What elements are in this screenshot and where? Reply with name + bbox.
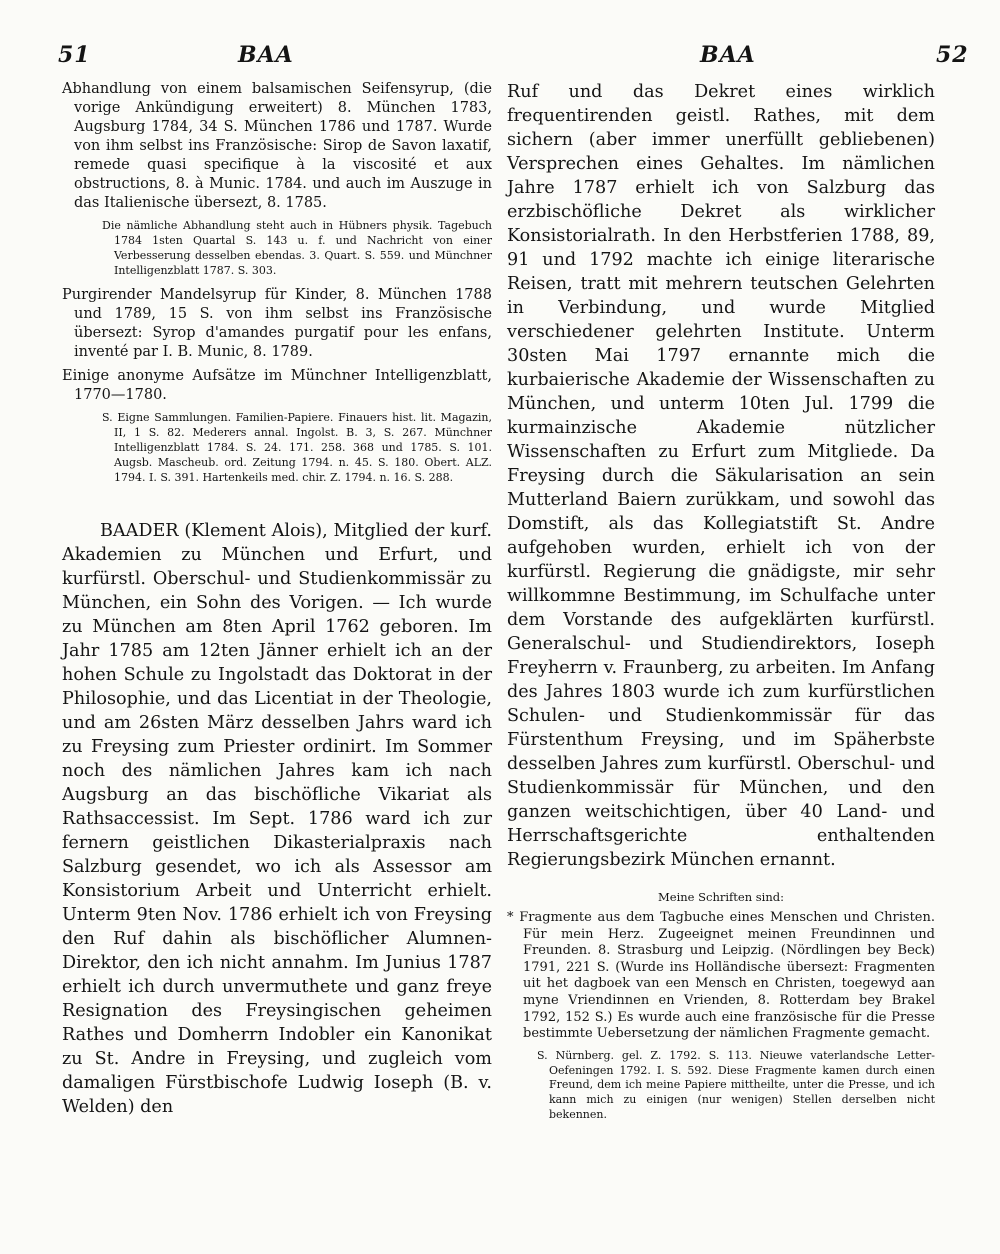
right-column xyxy=(507,80,935,1123)
running-head-right: BAA xyxy=(700,42,756,68)
running-head-left: BAA xyxy=(238,42,294,68)
entry-mandelsyrup: Purgirender Mandelsyrup für Kinder, 8. München 1788 und 1789, 15 S. von ihm selbst ins Französische übersezt: Syrop d'amandes purgatif pour les enfans, inventé par I. B. Munic, 8. 1789. xyxy=(62,287,492,360)
biography-continued: Ruf und das Dekret eines wirklich frequentirenden geistl. Rathes, mit dem sichern (aber immer unerfüllt gebliebenen) Versprechen eines Gehaltes. Im nämlichen Jahre 1787 erhielt ich von Salzburg das erzbischöfliche Dekret als wirklicher Konsistorialrath. In den Herbstferien 1788, 89, 91 und 1792 machte ich einige literarische Reisen, tratt mit mehrern teutschen Gelehrten in Verbindung, und wurde Mitglied verschiedener gelehrten Institute. Unterm 30sten Mai 1797 ernannte mich die kurbaierische Akademie der Wissenschaften zu München, und unterm 10ten Jul. 1799 die kurmainzische Akademie nützlicher Wissenschaften zu Erfurt zum Mitgliede. Da Freysing durch die Säkularisation an sein Mutterland Baiern zurükkam, und sowohl das Domstift, als das Kollegiatstift St. Andre aufgehoben wurden, erhielt ich von der kurfürstl. Regierung die gnädigste, mir sehr willkommne Bestimmung, im Schulfache unter dem Vorstande des aufgeklärten kurfürstl. Generalschul- und Studiendirektors, Ioseph Freyherrn v. Fraunberg, zu arbeiten. Im Anfang des Jahres 1803 wurde ich zum kurfürstlichen Schulen- und Studienkommissär für das Fürstenthum Freysing, und im Späherbste desselben Jahres zum kurfürstl. Oberschul- und Studienkommissär für München, und den ganzen weitschichtigen, über 40 Land- und Herrschaftsgerichte enthaltenden Regierungsbezirk München ernannt. xyxy=(507,82,935,870)
entry-fragmente: * Fragmente aus dem Tagbuche eines Menschen und Christen. Für mein Herz. Zugeeignet meinen Freundinnen und Freunden. 8. Strasburg und Leipzig. (Nördlingen bey Beck) 1791, 221 S. (Wurde ins Holländische übersezt: Fragmenten uit het dagboek van een Mensch en Christen, toegewyd aan myne Vriendinnen en Vrienden, 8. Rotterdam bey Brakel 1792, 152 S.) Es wurde auch eine französische für die Presse bestimmte Uebersetzung der nämlichen Fragmente gemacht. xyxy=(507,910,935,1042)
page-number-left: 51 xyxy=(58,42,91,68)
note-abhandlung: Die nämliche Abhandlung steht auch in Hübners physik. Tagebuch 1784 1sten Quartal S. 143 u. f. und Nachricht von einer Verbesserung desselben ebendas. 3. Quart. S. 559. und Münchner Intelligenzblatt 1787. S. 303. xyxy=(102,219,492,277)
note-fragmente: S. Nürnberg. gel. Z. 1792. S. 113. Nieuwe vaterlandsche Letter-Oefeningen 1792. I. S. 592. Diese Fragmente kamen durch einen Freund, dem ich meine Papiere mittheilte, unter die Presse, und ich kann mich zu einigen (nur wenigen) Stellen derselben nicht bekennen. xyxy=(537,1048,935,1121)
entry-spacer xyxy=(62,493,492,519)
entry-aufsaetze: Einige anonyme Aufsätze im Münchner Intelligenzblatt, 1770—1780. xyxy=(62,368,492,403)
writings-heading: Meine Schriften sind: xyxy=(658,890,784,904)
entry-abhandlung: Abhandlung von einem balsamischen Seifensyrup, (die vorige Ankündigung erweitert) 8. München 1783, Augsburg 1784, 34 S. München 1786 und 1787. Wurde von ihm selbst ins Französische: Sirop de Savon laxatif, remede quasi specifique à la viscosité et aux obstructions, 8. à Munic. 1784. und auch im Auszuge in das Italienische übersezt, 8. 1785. xyxy=(62,81,492,211)
note-sources: S. Eigne Sammlungen. Familien-Papiere. Finauers hist. lit. Magazin, II, 1 S. 82. Mederers annal. Ingolst. B. 3, S. 267. Münchner Intelligenzblatt 1784. S. 24. 171. 258. 368 und 1785. S. 101. Augsb. Mascheub. ord. Zeitung 1794. n. 45. S. 180. Obert. ALZ. 1794. I. S. 391. Hartenkeils med. chir. Z. 1794. n. 16. S. 288. xyxy=(102,411,492,484)
left-column xyxy=(62,80,492,1119)
biography-baader: BAADER (Klement Alois), Mitglied der kurf. Akademien zu München und Erfurt, und kurfürstl. Oberschul- und Studienkommissär zu München, ein Sohn des Vorigen. — Ich wurde zu München am 8ten April 1762 geboren. Im Jahr 1785 am 12ten Jänner erhielt ich an der hohen Schule zu Ingolstadt das Doktorat in der Philosophie, und das Licentiat in der Theologie, und am 26sten März desselben Jahrs ward ich zu Freysing zum Priester ordinirt. Im Sommer noch des nämlichen Jahres kam ich nach Augsburg an das bischöfliche Vikariat als Rathsaccessist. Im Sept. 1786 ward ich zur fernern geistlichen Dikasterialpraxis nach Salzburg gesendet, wo ich als Assessor am Konsistorium Arbeit und Unterricht erhielt. Unterm 9ten Nov. 1786 erhielt ich von Freysing den Ruf dahin als bischöflicher Alumnen-Direktor, den ich nicht annahm. Im Junius 1787 erhielt ich durch unvermuthete und ganz freye Resignation des Freysingischen geheimen Rathes und Domherrn Indobler ein Kanonikat zu St. Andre in Freysing, und zugleich vom damaligen Fürstbischofe Ludwig Ioseph (B. v. Welden) den xyxy=(62,521,492,1117)
page-number-right: 52 xyxy=(936,42,969,68)
